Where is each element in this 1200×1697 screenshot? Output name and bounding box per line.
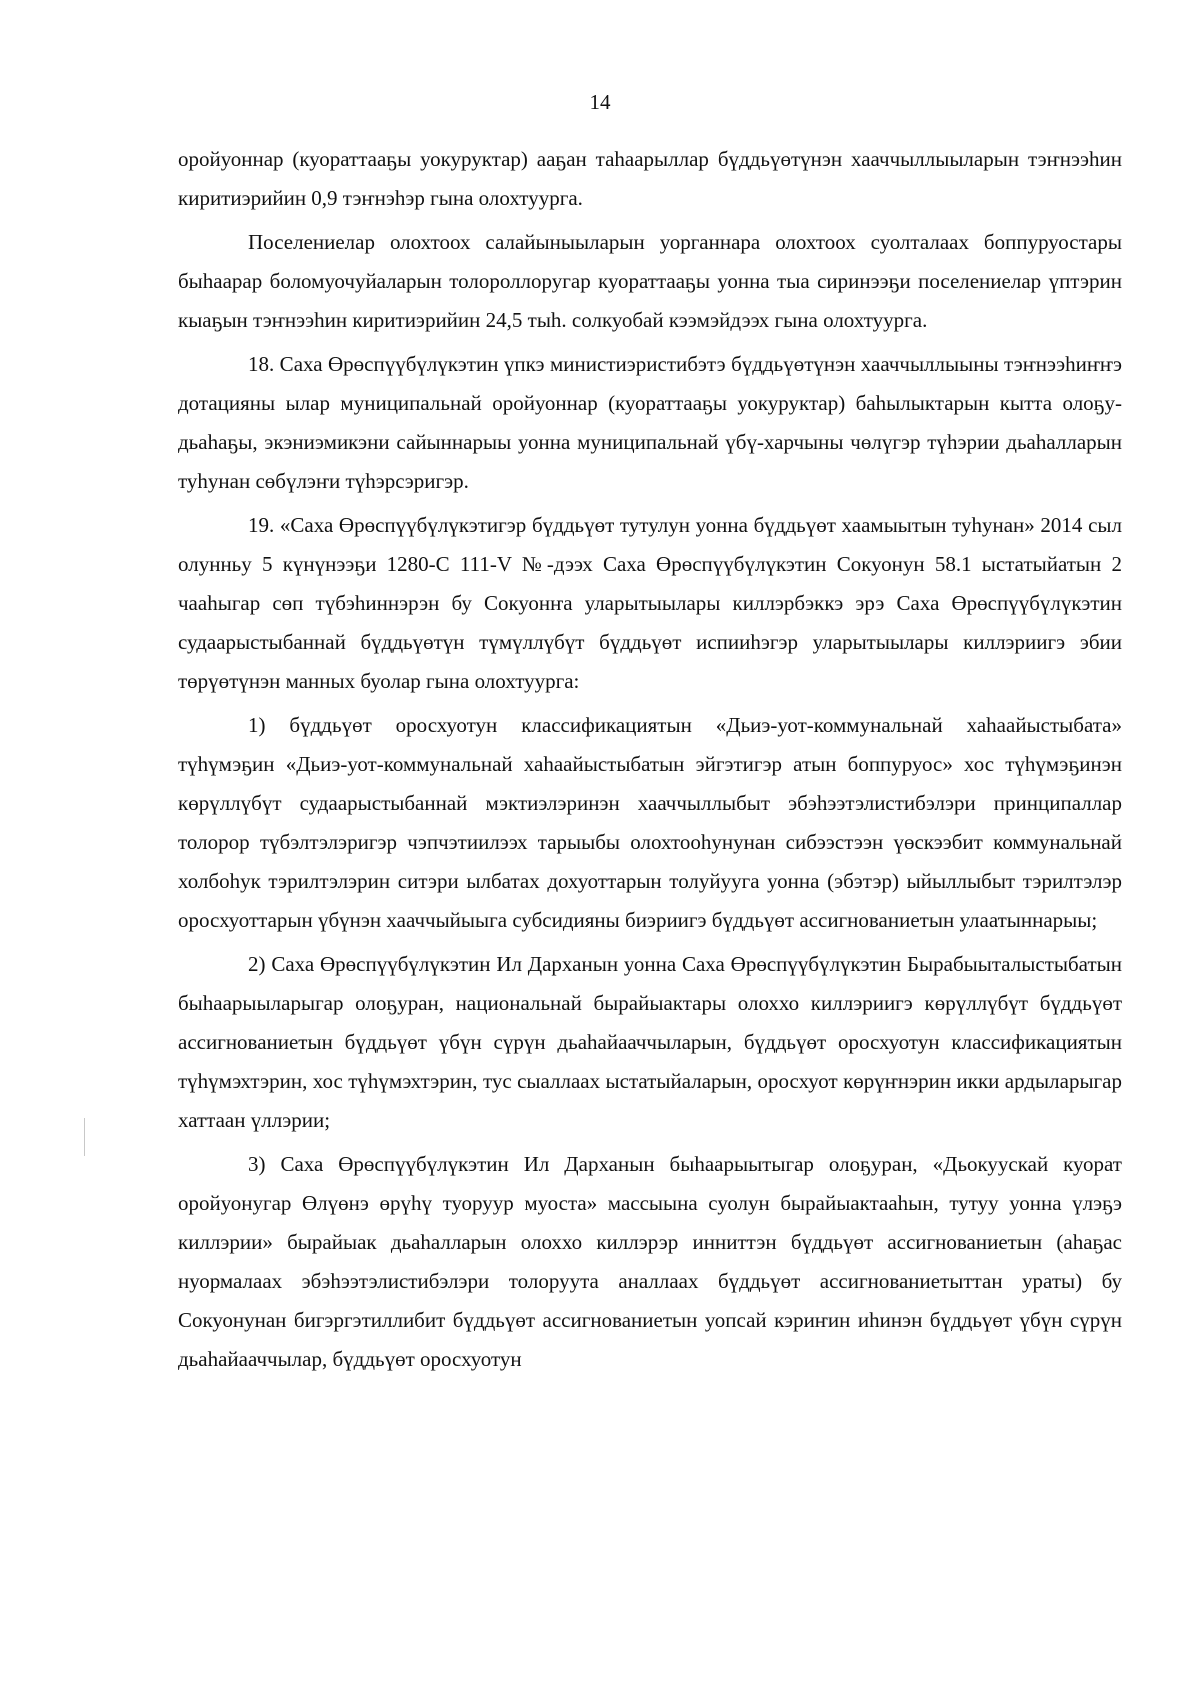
paragraph-item-18: 18. Саха Өрөспүүбүлүкэтин үпкэ министиэристибэтэ бүддьүөтүнэн хааччыллыыны тэҥнээһиҥҥэ дотацияны ылар муниципальнай оройуоннар (куораттааҕы уокуруктар) баһылыктарын кытта олоҕу-дьаһаҕы, экэниэмикэни сайыннарыы уонна муниципальнай үбү-харчыны чөлүгэр түһэрии дьаһалларын туһунан сөбүлэҥи түһэрсэригэр.: [178, 352, 1122, 493]
list-item-3: 3) Саха Өрөспүүбүлүкэтин Ил Дарханын быһаарыытыгар олоҕуран, «Дьокуускай куорат оройуонугар Өлүөнэ өрүһү туоруур муоста» массыына суолун бырайыактааһын, тутуу уонна үлэҕэ киллэрии» бырайыак дьаһалларын олоххо киллэрэр инниттэн бүддьүөт ассигнованиетын (аһаҕас нуормалаах эбэһээтэлистибэлэри толоруута аналлаах бүддьүөт ассигнованиетыттан ураты) бу Сокуонунан бигэргэтиллибит бүддьүөт ассигнованиетын уопсай кэриҥин иһинэн бүддьүөт үбүн сүрүн дьаһайааччылар, бүддьүөт оросхуотун: [178, 1152, 1122, 1371]
page-number: 14: [589, 90, 611, 114]
document-body: [178, 140, 1122, 1384]
scan-margin-mark: [84, 1118, 85, 1156]
list-item-2: 2) Саха Өрөспүүбүлүкэтин Ил Дарханын уонна Саха Өрөспүүбүлүкэтин Бырабыыталыстыбатын быһаарыыларыгар олоҕуран, национальнай бырайыактары олоххо киллэриигэ көрүллүбүт бүддьүөт ассигнованиетын бүддьүөт үбүн сүрүн дьаһайааччыларын, бүддьүөт оросхуотун классификациятын түһүмэхтэрин, хос түһүмэхтэрин, тус сыаллаах ыстатыйаларын, оросхуот көрүҥнэрин икки ардыларыгар хаттаан үллэрии;: [178, 952, 1122, 1132]
paragraph-item-19: 19. «Саха Өрөспүүбүлүкэтигэр бүддьүөт тутулун уонна бүддьүөт хаамыытын туһунан» 2014 сыл олунньу 5 күнүнээҕи 1280-С 111-V №-дээх Саха Өрөспүүбүлүкэтин Сокуонун 58.1 ыстатыйатын 2 чааһыгар сөп түбэһиннэрэн бу Сокуонҥа уларытыылары киллэрбэккэ эрэ Саха Өрөспүүбүлүкэтин судаарыстыбаннай бүддьүөтүн түмүллүбүт бүддьүөт испииһэгэр уларытыылары киллэриигэ эбии төрүөтүнэн манных буолар гына олохтуурга:: [178, 513, 1122, 693]
paragraph-continuation: оройуоннар (куораттааҕы уокуруктар) ааҕан таһаарыллар бүддьүөтүнэн хааччыллыыларын тэҥнээһин киритиэрийин 0,9 тэҥнэһэр гына олохтуурга.: [178, 147, 1122, 210]
list-item-1: 1) бүддьүөт оросхуотун классификациятын «Дьиэ-уот-коммунальнай хаһаайыстыбата» түһүмэҕин «Дьиэ-уот-коммунальнай хаһаайыстыбатын эйгэтигэр атын боппуруос» хос түһүмэҕинэн көрүллүбүт судаарыстыбаннай мэктиэлэринэн хааччыллыбыт эбэһээтэлистибэлэри принципаллар толорор түбэлтэлэригэр чэпчэтиилээх тарыыбы олохтооһунунан сибээстээн үөскээбит коммунальнай холбоһук тэрилтэлэрин ситэри ылбатах дохуоттарын толуйууга уонна (эбэтэр) ыйыллыбыт тэрилтэлэр оросхуоттарын үбүнэн хааччыйыыга субсидияны биэриигэ бүддьүөт ассигнованиетын улаатыннарыы;: [178, 713, 1122, 932]
paragraph-settlements: Поселениелар олохтоох салайыныыларын уорганнара олохтоох суолталаах боппуруостары быһаарар боломуочуйаларын толороллоругар куораттааҕы уонна тыа сиринээҕи поселениелар үптэрин кыаҕын тэҥнээһин киритиэрийин 24,5 тыһ. солкуобай кээмэйдээх гына олохтуурга.: [178, 230, 1122, 332]
